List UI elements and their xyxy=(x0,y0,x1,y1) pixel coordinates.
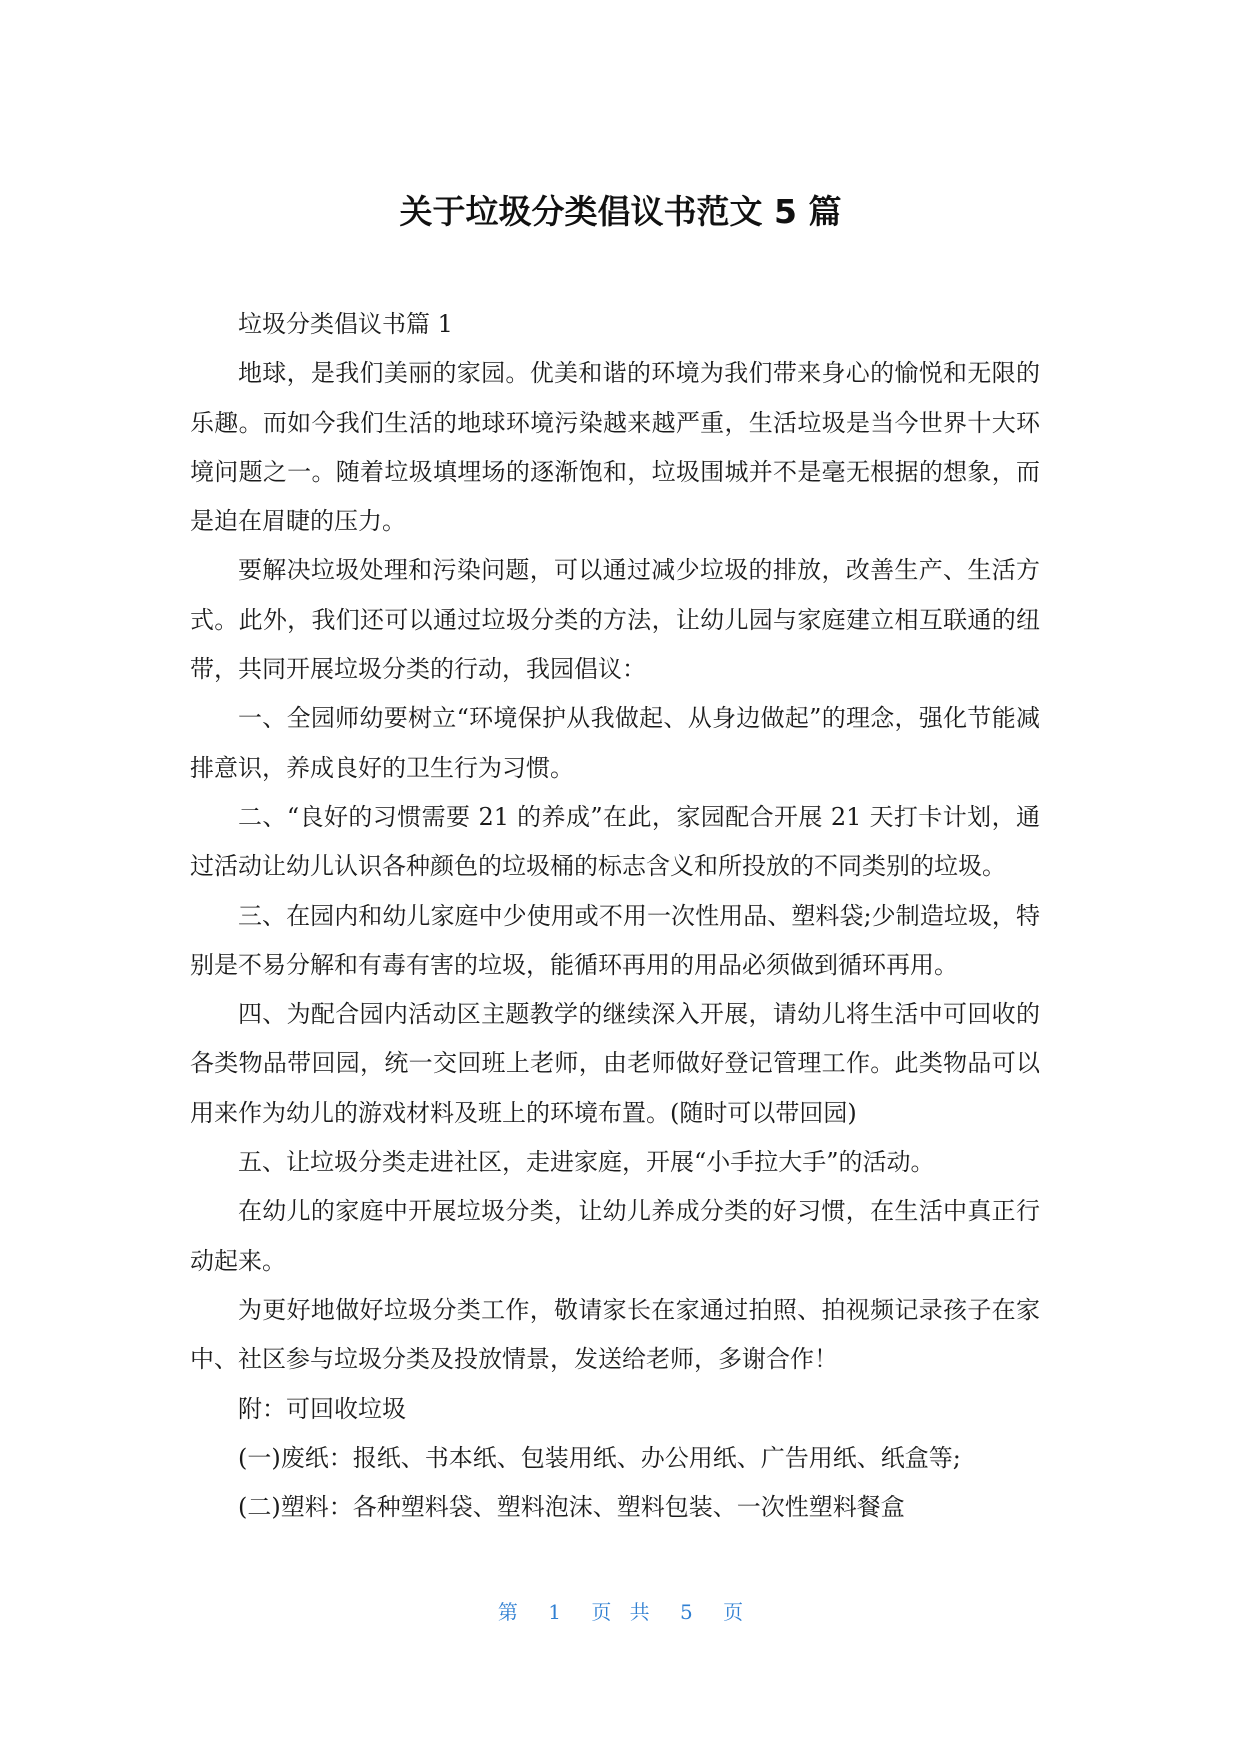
appendix-item-paper: (一)废纸：报纸、书本纸、包装用纸、办公用纸、广告用纸、纸盒等; xyxy=(238,1443,961,1472)
proposal-item-3: 三、在园内和幼儿家庭中少使用或不用一次性用品、塑料袋;少制造垃圾，特别是不易分解和有毒有害的垃圾，能循环再用的用品必须做到循环再用。 xyxy=(190,901,1040,979)
appendix-heading: 附：可回收垃圾 xyxy=(238,1394,406,1423)
page-footer xyxy=(0,1598,1241,1626)
footer-middle: 页 共 xyxy=(591,1600,650,1624)
paragraph-intro: 地球，是我们美丽的家园。优美和谐的环境为我们带来身心的愉悦和无限的乐趣。而如今我们生活的地球环境污染越来越严重，生活垃圾是当今世界十大环境问题之一。随着垃圾填埋场的逐渐饱和，垃圾围城并不是毫无根据的想象，而是迫在眉睫的压力。 xyxy=(190,359,1040,536)
section-heading: 垃圾分类倡议书篇 1 xyxy=(238,310,453,338)
footer-total-pages: 5 xyxy=(680,1600,693,1624)
proposal-item-2: 二、“良好的习惯需要 21 的养成”在此，家园配合开展 21 天打卡计划，通过活动让幼儿认识各种颜色的垃圾桶的标志含义和所投放的不同类别的垃圾。 xyxy=(190,802,1040,881)
footer-suffix: 页 xyxy=(723,1600,744,1624)
document-body xyxy=(190,300,1040,1532)
proposal-item-5: 五、让垃圾分类走进社区，走进家庭，开展“小手拉大手”的活动。 xyxy=(238,1148,935,1177)
paragraph-family: 在幼儿的家庭中开展垃圾分类，让幼儿养成分类的好习惯，在生活中真正行动起来。 xyxy=(190,1197,1040,1275)
proposal-item-1: 一、全园师幼要树立“环境保护从我做起、从身边做起”的理念，强化节能减排意识，养成良好的卫生行为习惯。 xyxy=(190,704,1040,782)
paragraph-proposal: 要解决垃圾处理和污染问题，可以通过减少垃圾的排放，改善生产、生活方式。此外，我们还可以通过垃圾分类的方法，让幼儿园与家庭建立相互联通的纽带，共同开展垃圾分类的行动，我园倡议： xyxy=(190,556,1040,684)
proposal-item-4: 四、为配合园内活动区主题教学的继续深入开展，请幼儿将生活中可回收的各类物品带回园，统一交回班上老师，由老师做好登记管理工作。此类物品可以用来作为幼儿的游戏材料及班上的环境布置。(随时可以带回园) xyxy=(190,1000,1040,1127)
appendix-item-plastic: (二)塑料：各种塑料袋、塑料泡沫、塑料包装、一次性塑料餐盒 xyxy=(238,1493,905,1522)
footer-current-page: 1 xyxy=(548,1600,561,1624)
footer-prefix: 第 xyxy=(497,1600,518,1624)
paragraph-request: 为更好地做好垃圾分类工作，敬请家长在家通过拍照、拍视频记录孩子在家中、社区参与垃圾分类及投放情景，发送给老师，多谢合作！ xyxy=(190,1295,1040,1374)
document-title: 关于垃圾分类倡议书范文 5 篇 xyxy=(399,192,842,231)
